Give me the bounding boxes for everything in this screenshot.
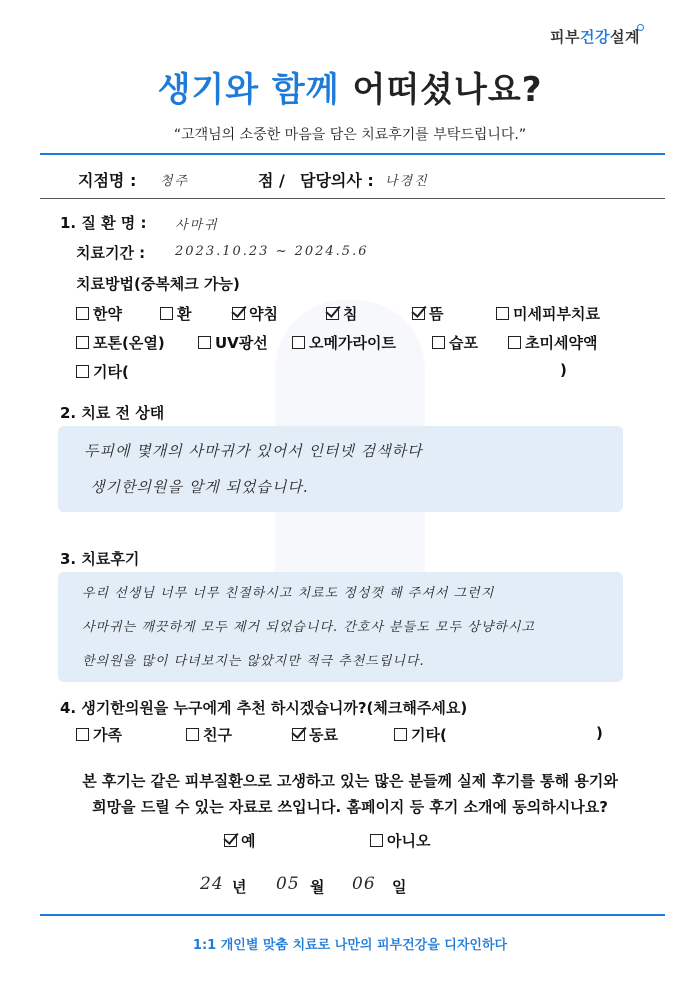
recommend-option-other[interactable]: 기타( — [394, 724, 447, 745]
method-option[interactable]: 오메가라이트 — [292, 332, 396, 353]
consent-line: 본 후기는 같은 피부질환으로 고생하고 있는 많은 분들께 실제 후기를 통해 용기와 — [82, 772, 618, 790]
section3-title: 3. 치료후기 — [60, 550, 140, 568]
consent-yes[interactable]: 예 — [224, 830, 256, 851]
recommend-option[interactable]: 가족 — [76, 724, 122, 745]
disease-value[interactable]: 사마귀 — [175, 218, 219, 233]
method-option[interactable]: 환 — [160, 303, 192, 324]
date-day-unit: 일 — [392, 878, 407, 896]
checkbox[interactable] — [76, 307, 89, 320]
method-option[interactable]: 미세피부치료 — [496, 303, 600, 324]
method-option[interactable]: 초미세약액 — [508, 332, 597, 353]
checkbox-checked[interactable] — [412, 307, 425, 320]
method-option[interactable]: 침 — [326, 303, 358, 324]
checkbox[interactable] — [76, 365, 89, 378]
checkbox[interactable] — [76, 336, 89, 349]
footer-rule — [40, 914, 665, 916]
date-day[interactable]: 06 — [352, 874, 376, 894]
before-state-box[interactable] — [58, 426, 623, 512]
method-option-other[interactable]: 기타( — [76, 361, 129, 382]
before-state-line: 두피에 몇개의 사마귀가 있어서 인터넷 검색하다 — [84, 442, 423, 460]
doctor-label: 담당의사 : — [300, 171, 374, 190]
branch-value[interactable]: 청주 — [160, 174, 190, 189]
checkbox[interactable] — [198, 336, 211, 349]
review-line: 우리 선생님 너무 너무 친절하시고 치료도 정성껏 해 주셔서 그런지 — [82, 586, 495, 601]
checkbox[interactable] — [370, 834, 383, 847]
doctor-value[interactable]: 나경진 — [385, 174, 429, 189]
checkbox-checked[interactable] — [292, 728, 305, 741]
review-line: 사마귀는 깨끗하게 모두 제거 되었습니다. 간호사 분들도 모두 상냥하시고 — [82, 620, 535, 635]
brand-dot-icon — [637, 24, 644, 31]
recommend-option[interactable]: 동료 — [292, 724, 338, 745]
checkbox[interactable] — [160, 307, 173, 320]
method-option[interactable]: 습포 — [432, 332, 478, 353]
before-state-line: 생기한의원을 알게 되었습니다. — [90, 478, 309, 496]
method-option[interactable]: 한약 — [76, 303, 122, 324]
consent-line: 희망을 드릴 수 있는 자료로 쓰입니다. 홈페이지 등 후기 소개에 동의하시나요? — [92, 798, 608, 816]
checkbox[interactable] — [76, 728, 89, 741]
date-month[interactable]: 05 — [276, 874, 300, 894]
branch-label: 지점명 : — [78, 171, 137, 190]
section2-title: 2. 치료 전 상태 — [60, 404, 165, 422]
method-option[interactable]: UV광선 — [198, 332, 268, 353]
checkbox-checked[interactable] — [326, 307, 339, 320]
checkbox-checked[interactable] — [224, 834, 237, 847]
checkbox-checked[interactable] — [232, 307, 245, 320]
page-subtitle: “고객님의 소중한 마음을 담은 치료후기를 부탁드립니다.” — [173, 127, 527, 143]
branch-suffix: 점 / — [258, 171, 285, 190]
period-value[interactable]: 2023.10.23 ~ 2024.5.6 — [175, 244, 369, 259]
date-year[interactable]: 24 — [200, 874, 224, 894]
date-month-unit: 월 — [310, 878, 325, 896]
section1-title: 1. 질 환 명 : — [60, 214, 147, 232]
method-option[interactable]: 약침 — [232, 303, 278, 324]
method-label: 치료방법(중복체크 가능) — [76, 275, 240, 293]
method-option[interactable]: 뜸 — [412, 303, 444, 324]
date-year-unit: 년 — [232, 878, 247, 896]
method-other-close: ) — [560, 361, 567, 379]
method-option[interactable]: 포톤(온열) — [76, 332, 165, 353]
page-title: 생기와 함께 어떠셨나요? — [157, 70, 543, 110]
header-bottom-rule — [40, 198, 665, 199]
checkbox[interactable] — [292, 336, 305, 349]
footer-slogan: 1:1 개인별 맞춤 치료로 나만의 피부건강을 디자인하다 — [192, 938, 508, 953]
consent-no[interactable]: 아니오 — [370, 830, 430, 851]
checkbox[interactable] — [432, 336, 445, 349]
review-line: 한의원을 많이 다녀보지는 않았지만 적극 추천드립니다. — [82, 654, 425, 669]
checkbox[interactable] — [508, 336, 521, 349]
checkbox[interactable] — [186, 728, 199, 741]
checkbox[interactable] — [394, 728, 407, 741]
period-label: 치료기간 : — [76, 244, 146, 262]
checkbox[interactable] — [496, 307, 509, 320]
recommend-other-close: ) — [596, 724, 603, 742]
brand-logo: 피부건강설계 — [550, 28, 640, 46]
section4-title: 4. 생기한의원을 누구에게 추천 하시겠습니까?(체크해주세요) — [60, 699, 468, 717]
header-top-rule — [40, 153, 665, 155]
recommend-option[interactable]: 친구 — [186, 724, 232, 745]
